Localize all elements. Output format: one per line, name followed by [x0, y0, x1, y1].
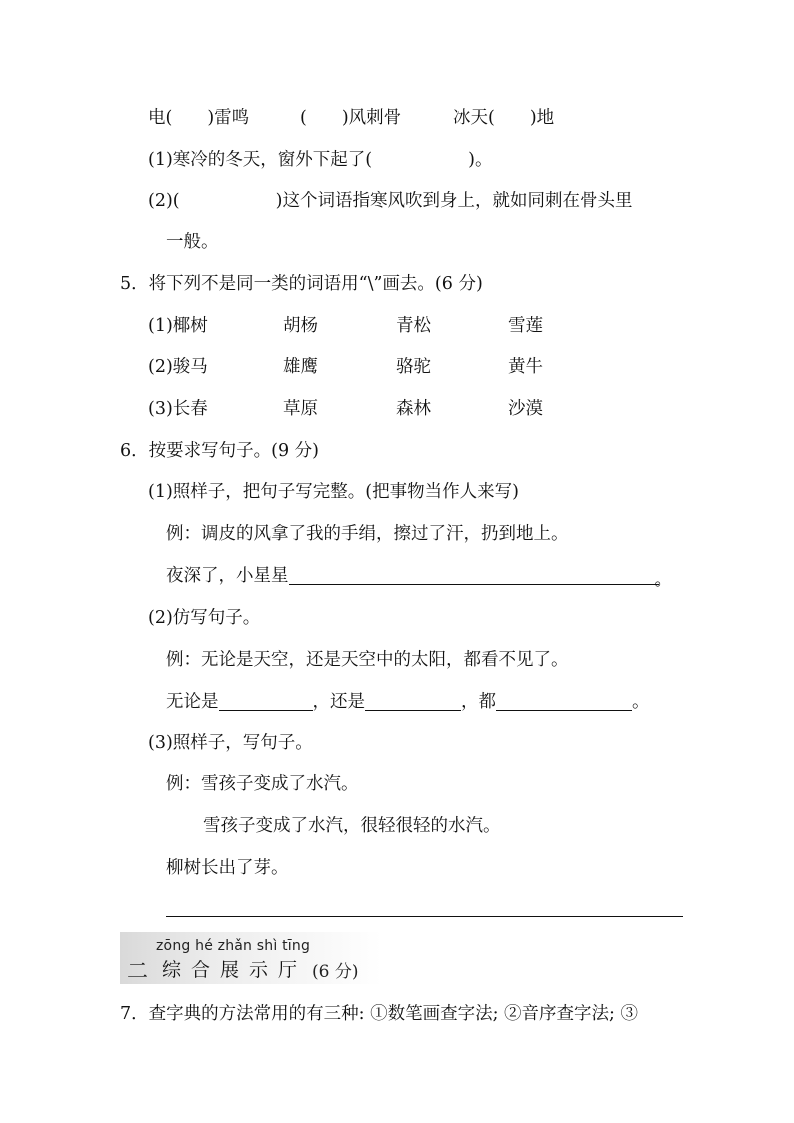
q6-p3-title: (3)照样子，写句子。 [148, 733, 313, 753]
q5-word[interactable]: 胡杨 [283, 316, 318, 336]
idiom-1: 电( )雷鸣 [148, 108, 250, 128]
q4-sub2-cont: 一般。 [166, 232, 219, 252]
q6-p2-title: (2)仿写句子。 [148, 608, 261, 628]
q5-word[interactable]: 雪莲 [508, 316, 543, 336]
q6-p3-answer-line[interactable] [166, 916, 683, 917]
q6-p1-task [166, 564, 672, 590]
q6-p1-example: 例：调皮的风拿了我的手绢，擦过了汗，扔到地上。 [166, 524, 569, 544]
q4-sub1-post: )。 [468, 150, 493, 170]
q5-word[interactable]: 森林 [396, 399, 431, 419]
q6-p2-a: 无论是 [166, 692, 219, 712]
q5-word[interactable]: 雄鹰 [283, 357, 318, 377]
q5-word[interactable]: 黄牛 [508, 357, 543, 377]
q6-p1-title: (1)照样子，把句子写完整。(把事物当作人来写) [148, 482, 519, 502]
idiom-3: 冰天( )地 [453, 108, 555, 128]
q6-p2-c: ，都 [461, 692, 496, 712]
section-score: (6 分) [312, 962, 359, 982]
q4-sub2 [148, 189, 632, 213]
q6-p2-task [166, 690, 650, 714]
q7-text: 7．查字典的方法常用的有三种: ①数笔画查字法; ②音序查字法; ③ [120, 1004, 639, 1024]
q5-word[interactable]: 骆驼 [396, 357, 431, 377]
q5-word[interactable]: 草原 [283, 399, 318, 419]
q6-p2-blank-3[interactable] [496, 690, 632, 711]
q4-sub1-pre: (1)寒冷的冬天，窗外下起了( [148, 150, 373, 170]
q4-sub2-pre: (2)( [148, 191, 180, 211]
q6-p1-end: 。 [654, 570, 672, 590]
q5-word[interactable]: 青松 [396, 316, 431, 336]
q6-p3-task: 柳树长出了芽。 [166, 858, 289, 878]
q5-word[interactable]: (2)骏马 [148, 357, 208, 377]
section-pinyin: zōng hé zhǎn shì tīng [156, 938, 311, 954]
q6-p2-blank-2[interactable] [365, 690, 461, 711]
section-number: 二 [127, 959, 148, 983]
q6-p2-blank-1[interactable] [219, 690, 313, 711]
q5-word[interactable]: (3)长春 [148, 399, 208, 419]
q6-p2-b: ，还是 [312, 692, 365, 712]
q4-sub2-post: )这个词语指寒风吹到身上，就如同刺在骨头里 [275, 191, 633, 211]
q6-p1-task-text: 夜深了，小星星 [166, 566, 289, 586]
section-title: 综合展示厅 [162, 959, 308, 981]
q6-p2-end: 。 [632, 692, 650, 712]
q6-p3-example-1: 例：雪孩子变成了水汽。 [166, 774, 359, 794]
q5-word[interactable]: (1)椰树 [148, 316, 208, 336]
q6-p1-answer-line[interactable] [289, 564, 655, 585]
q5-word[interactable]: 沙漠 [508, 399, 543, 419]
q4-sub1 [148, 148, 492, 172]
q6-p3-example-2: 雪孩子变成了水汽，很轻很轻的水汽。 [203, 816, 501, 836]
q6-p2-example: 例：无论是天空，还是天空中的太阳，都看不见了。 [166, 650, 569, 670]
q6-p1-tail-line [655, 564, 659, 585]
q5-title: 5．将下列不是同一类的词语用“\”画去。(6 分) [120, 274, 483, 294]
q6-title: 6．按要求写句子。(9 分) [120, 441, 319, 461]
idiom-2: ( )风刺骨 [300, 108, 402, 128]
